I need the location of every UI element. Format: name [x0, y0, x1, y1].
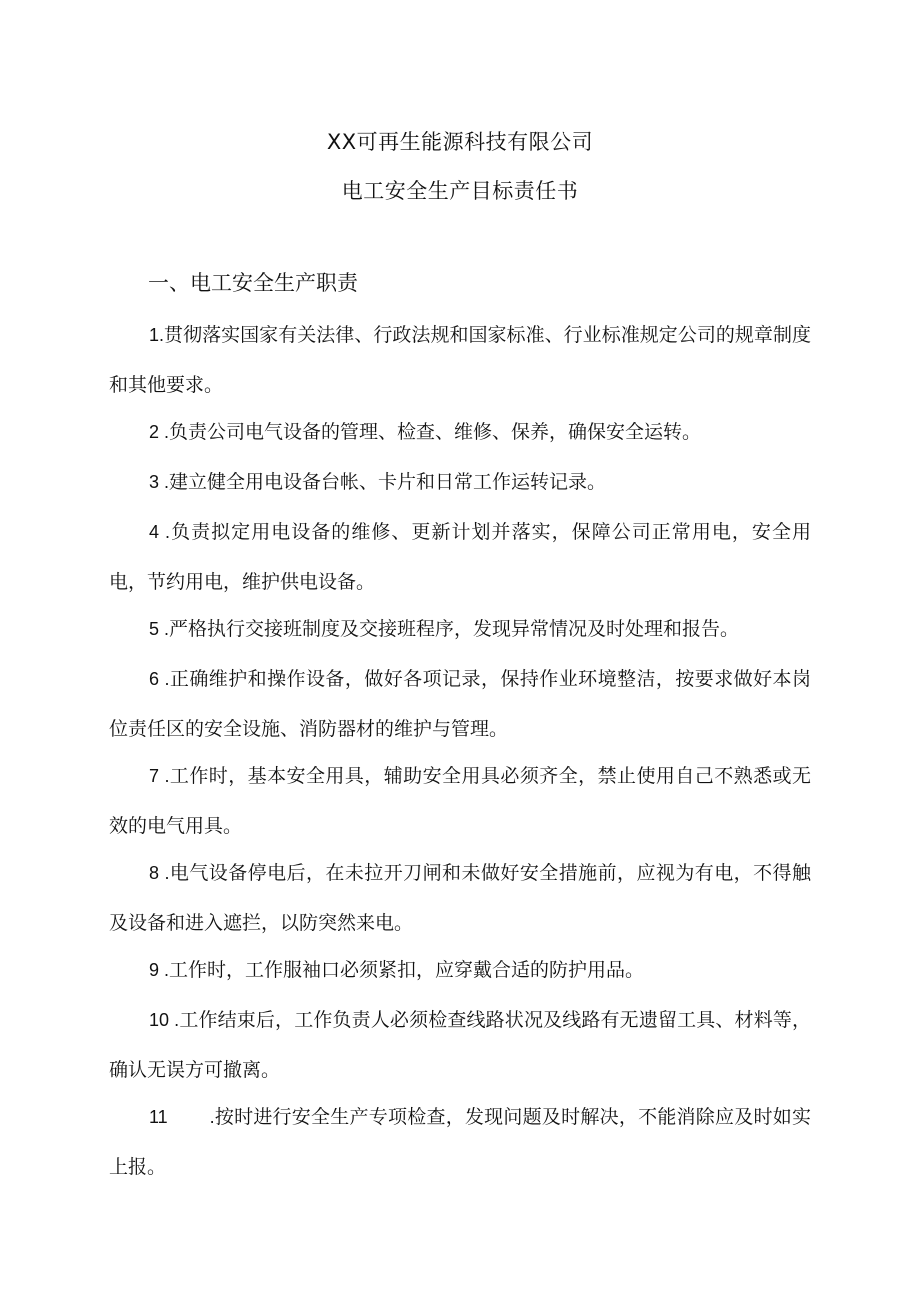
item-text: 负责拟定用电设备的维修、更新计划并落实，保障公司正常用电，安全用电，节约用电，维护供电设备。	[109, 521, 811, 593]
list-item	[109, 848, 811, 948]
list-item	[109, 751, 811, 851]
list-item	[109, 995, 811, 1095]
item-number: 8 .	[149, 863, 170, 883]
item-text: 工作时，工作服袖口必须紧扣，应穿戴合适的防护用品。	[169, 959, 645, 981]
list-item	[109, 457, 811, 507]
item-number: 7 .	[149, 766, 170, 786]
item-number: 6 .	[149, 669, 170, 689]
list-item	[109, 654, 811, 754]
item-number: 10 .	[149, 1010, 180, 1030]
section-heading: 一、电工安全生产职责	[148, 271, 358, 295]
list-item	[109, 507, 811, 607]
list-item	[109, 407, 811, 457]
item-number: 1.	[149, 325, 165, 345]
item-number: 2 .	[149, 422, 170, 442]
list-item	[109, 945, 811, 995]
document-title: 电工安全生产目标责任书	[341, 179, 579, 203]
item-number: 9 .	[149, 960, 170, 980]
item-text: 负责公司电气设备的管理、检查、维修、保养，确保安全运转。	[169, 421, 702, 443]
list-item	[109, 310, 811, 410]
item-number: 5 .	[149, 619, 170, 639]
item-text: 工作时，基本安全用具，辅助安全用具必须齐全，禁止使用自己不熟悉或无效的电气用具。	[109, 765, 811, 837]
item-text: 工作结束后，工作负责人必须检查线路状况及线路有无遗留工具、材料等，确认无误方可撤离。	[109, 1009, 811, 1081]
list-item	[109, 1092, 811, 1192]
item-text: 严格执行交接班制度及交接班程序，发现异常情况及时处理和报告。	[169, 618, 740, 640]
item-text: 建立健全用电设备台帐、卡片和日常工作运转记录。	[169, 471, 607, 493]
item-text: 按时进行安全生产专项检查，发现问题及时解决，不能消除应及时如实上报。	[109, 1106, 811, 1178]
item-number: 3 .	[149, 472, 170, 492]
item-number: 4 .	[149, 522, 171, 542]
list-item	[109, 604, 811, 654]
company-name: XX可再生能源科技有限公司	[326, 130, 594, 154]
item-number: 11 .	[149, 1107, 215, 1127]
item-text: 贯彻落实国家有关法律、行政法规和国家标准、行业标准规定公司的规章制度和其他要求。	[109, 324, 811, 396]
item-text: 电气设备停电后，在未拉开刀闸和未做好安全措施前，应视为有电，不得触及设备和进入遮拦，以防突然来电。	[109, 862, 811, 934]
item-text: 正确维护和操作设备，做好各项记录，保持作业环境整洁，按要求做好本岗位责任区的安全设施、消防器材的维护与管理。	[109, 668, 811, 740]
